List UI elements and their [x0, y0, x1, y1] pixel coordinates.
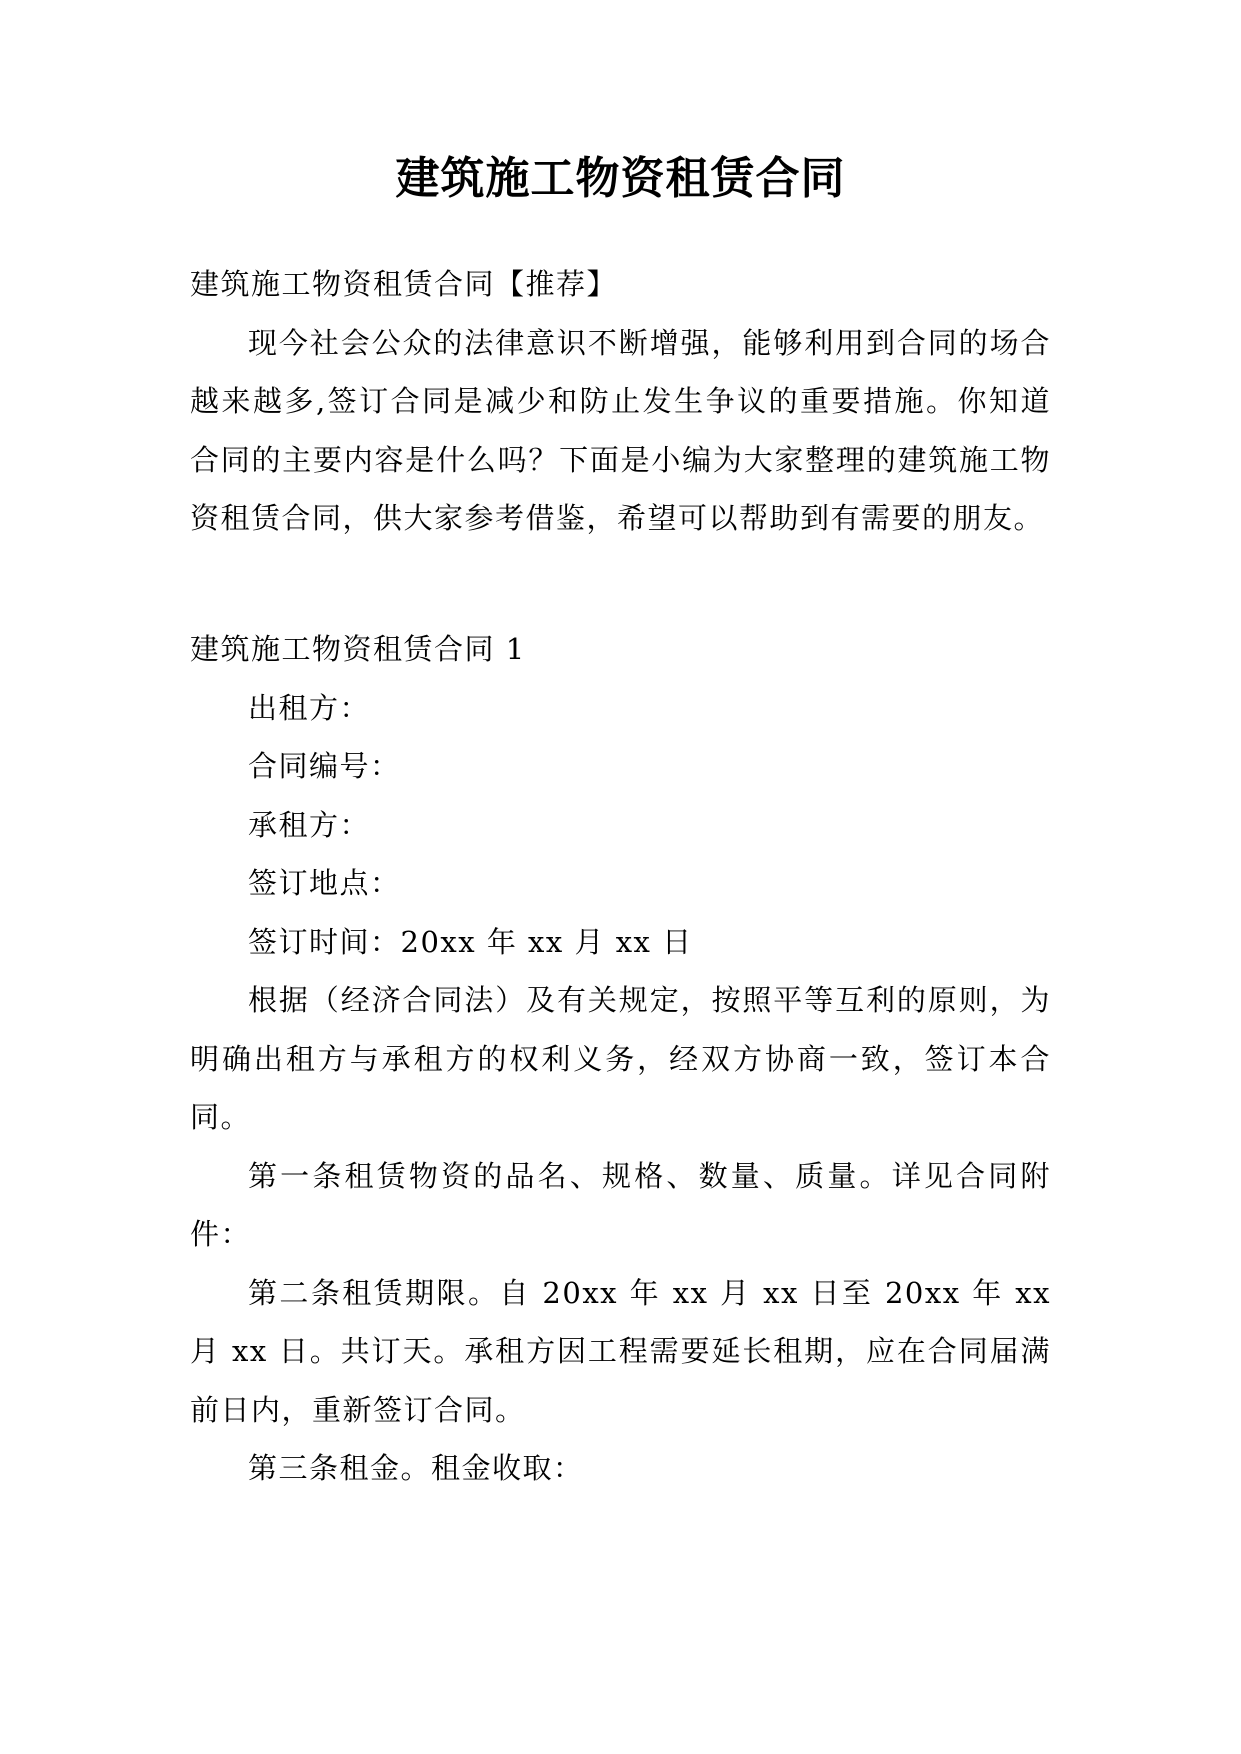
clause-article-3: 第三条租金。租金收取： — [248, 1451, 584, 1485]
document-subtitle: 建筑施工物资租赁合同【推荐】 — [190, 267, 618, 301]
clause-article-2: 第二条租赁期限。自 20xx 年 xx 月 xx 日至 20xx 年 xx 月 xx 日。共订天。承租方因工程需要延长租期，应在合同届满前日内，重新签订合同。 — [190, 1275, 1051, 1427]
clause-preamble: 根据（经济合同法）及有关规定，按照平等互利的原则，为明确出租方与承租方的权利义务，经双方协商一致，签订本合同。 — [190, 983, 1051, 1134]
document-title: 建筑施工物资租赁合同 — [395, 153, 846, 204]
clause-article-1: 第一条租赁物资的品名、规格、数量、质量。详见合同附件： — [190, 1158, 1051, 1251]
contract-body — [190, 620, 1051, 1498]
field-lessor: 出租方： — [248, 690, 371, 725]
field-signing-place: 签订地点： — [248, 866, 401, 900]
field-lessee: 承租方： — [248, 807, 371, 842]
field-contract-number: 合同编号： — [248, 749, 401, 783]
intro-block — [190, 255, 1051, 548]
section-heading: 建筑施工物资租赁合同 1 — [190, 632, 526, 666]
intro-paragraph: 现今社会公众的法律意识不断增强，能够利用到合同的场合越来越多,签订合同是减少和防止发生争议的重要措施。你知道合同的主要内容是什么吗？下面是小编为大家整理的建筑施工物资租赁合同，供大家参考借鉴，希望可以帮助到有需要的朋友。 — [190, 325, 1051, 535]
field-signing-date: 签订时间：20xx 年 xx 月 xx 日 — [248, 924, 693, 959]
